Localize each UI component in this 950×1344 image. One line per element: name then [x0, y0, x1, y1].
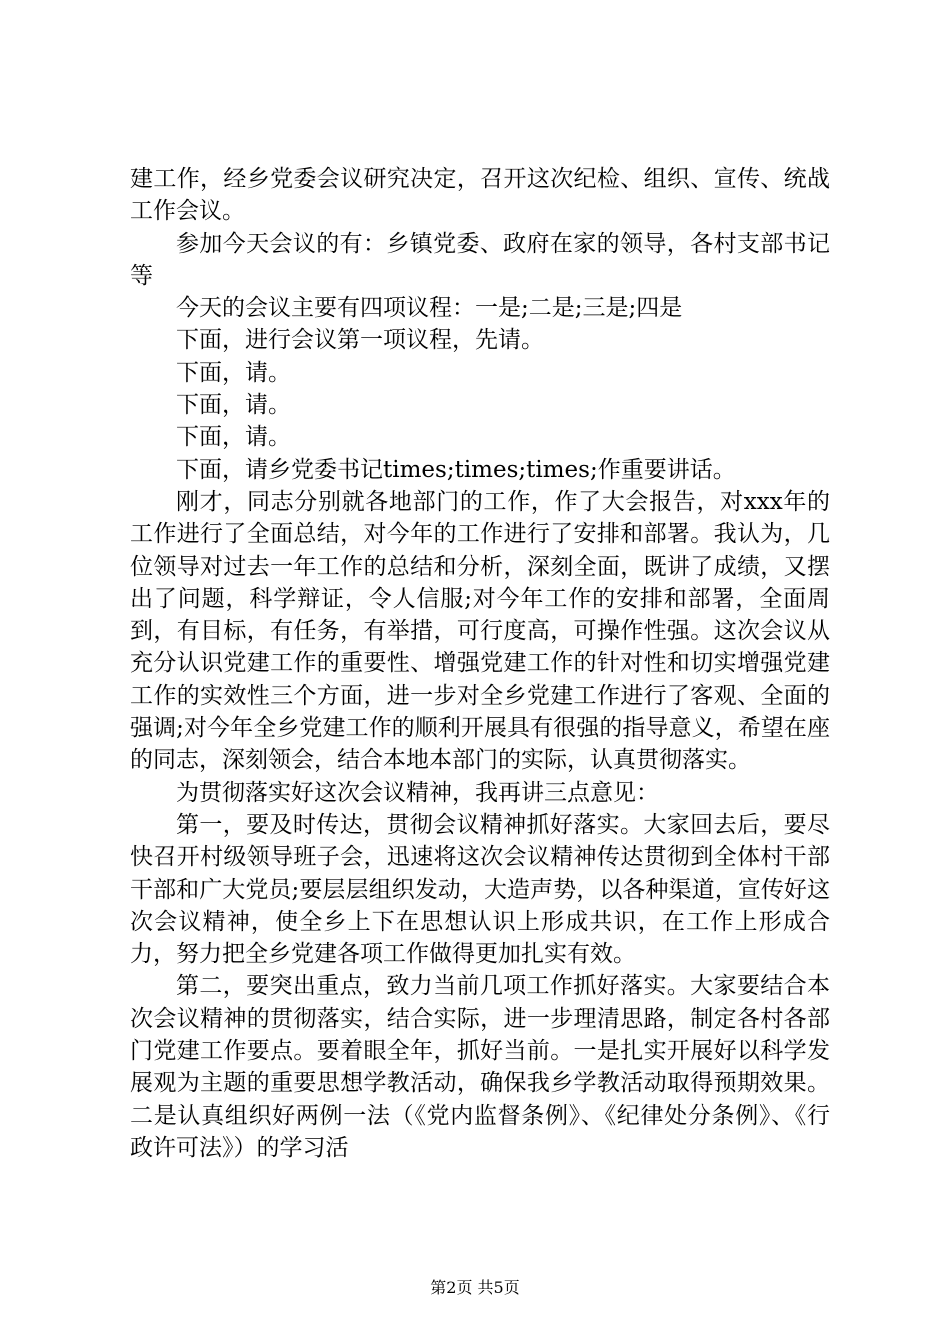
paragraph-1: 建工作，经乡党委会议研究决定，召开这次纪检、组织、宣传、统战工作会议。	[130, 166, 830, 225]
paragraph-12: 第二，要突出重点，致力当前几项工作抓好落实。大家要结合本次会议精神的贯彻落实，结合实际，进一步理清思路，制定各村各部门党建工作要点。要着眼全年，抓好当前。一是扎实开展好以科学发展观为主题的重要思想学教活动，确保我乡学教活动取得预期效果。二是认真组织好两例一法（《党内监督条例》、《纪律处分条例》、《行政许可法》）的学习活	[130, 973, 830, 1161]
paragraph-4: 下面，进行会议第一项议程，先请。	[176, 327, 544, 354]
paragraph-10: 为贯彻落实好这次会议精神，我再讲三点意见：	[176, 779, 659, 806]
paragraph-9: 刚才，同志分别就各地部门的工作，作了大会报告，对xxx年的工作进行了全面总结，对今年的工作进行了安排和部署。我认为，几位领导对过去一年工作的总结和分析，深刻全面，既讲了成绩，又摆出了问题，科学辩证，令人信服;对今年工作的安排和部署，全面周到，有目标，有任务，有举措，可行度高，可操作性强。这次会议从充分认识党建工作的重要性、增强党建工作的针对性和切实增强党建工作的实效性三个方面，进一步对全乡党建工作进行了客观、全面的强调;对今年全乡党建工作的顺利开展具有很强的指导意义，希望在座的同志，深刻领会，结合本地本部门的实际，认真贯彻落实。	[130, 488, 830, 774]
paragraph-8: 下面，请乡党委书记times;times;times;作重要讲话。	[176, 456, 736, 483]
document-body	[130, 163, 830, 1164]
paragraph-2: 参加今天会议的有：乡镇党委、政府在家的领导，各村支部书记等	[130, 230, 830, 289]
paragraph-5: 下面，请。	[176, 359, 291, 386]
page-number-label: 第2页 共5页	[430, 1278, 520, 1297]
page-footer	[0, 1278, 950, 1298]
paragraph-6: 下面，请。	[176, 392, 291, 419]
paragraph-3: 今天的会议主要有四项议程：一是;二是;三是;四是	[176, 295, 683, 322]
paragraph-11: 第一，要及时传达，贯彻会议精神抓好落实。大家回去后，要尽快召开村级领导班子会，迅速将这次会议精神传达贯彻到全体村干部干部和广大党员;要层层组织发动，大造声势，以各种渠道，宣传好这次会议精神，使全乡上下在思想认识上形成共识，在工作上形成合力，努力把全乡党建各项工作做得更加扎实有效。	[130, 811, 830, 968]
paragraph-7: 下面，请。	[176, 424, 291, 451]
